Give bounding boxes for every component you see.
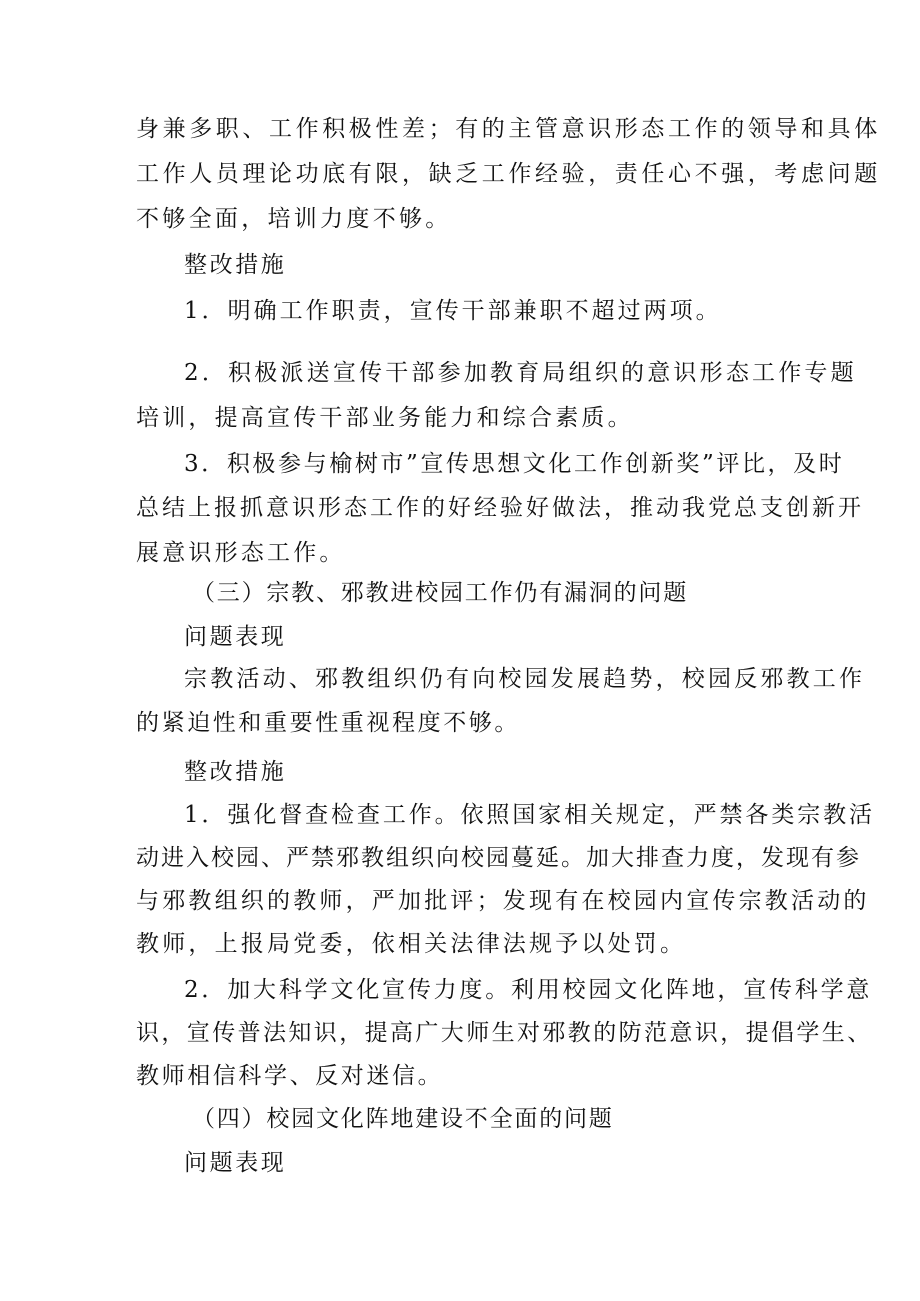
list-item-line: 1．明确工作职责，宣传干部兼职不超过两项。 [184,298,722,324]
list-item-line: 2．积极派送宣传干部参加教育局组织的意识形态工作专题 [184,360,857,386]
body-line: 不够全面，培训力度不够。 [136,206,452,232]
list-item-line: 教师，上报局党委，依相关法律法规予以处罚。 [136,931,687,957]
list-item-line: 识，宣传普法知识，提高广大师生对邪教的防范意识，提倡学生、 [136,1020,873,1046]
section-subheading: 整改措施 [184,252,287,278]
list-item-line: 2．加大科学文化宣传力度。利用校园文化阵地，宣传科学意 [184,977,873,1003]
list-item-line: 1．强化督查检查工作。依照国家相关规定，严禁各类宗教活 [184,802,875,828]
body-line: 工作人员理论功底有限，缺乏工作经验，责任心不强，考虑问题 [136,161,881,187]
section-heading: （四）校园文化阵地建设不全面的问题 [192,1106,614,1132]
section-heading: （三）宗教、邪教进校园工作仍有漏洞的问题 [192,580,688,606]
list-item-line: 总结上报抓意识形态工作的好经验好做法，推动我党总支创新开 [136,495,864,521]
section-subheading: 整改措施 [184,759,287,785]
list-item-line: 教师相信科学、反对迷信。 [136,1063,444,1089]
list-item-line: 3．积极参与榆树市”宣传思想文化工作创新奖”评比，及时 [184,451,845,477]
list-item-line: 培训，提高宣传干部业务能力和综合素质。 [136,405,634,431]
section-subheading: 问题表现 [184,624,287,650]
body-line: 宗教活动、邪教组织仍有向校园发展趋势，校园反邪教工作 [184,666,866,692]
body-line: 身兼多职、工作积极性差；有的主管意识形态工作的领导和具体 [136,116,881,142]
list-item-line: 动进入校园、严禁邪教组织向校园蔓延。加大排查力度，发现有参 [136,845,861,871]
list-item-line: 与邪教组织的教师，严加批评；发现有在校园内宣传宗教活动的 [136,888,870,914]
body-line: 的紧迫性和重要性重视程度不够。 [136,710,520,736]
section-subheading: 问题表现 [184,1150,287,1176]
list-item-line: 展意识形态工作。 [136,540,346,566]
